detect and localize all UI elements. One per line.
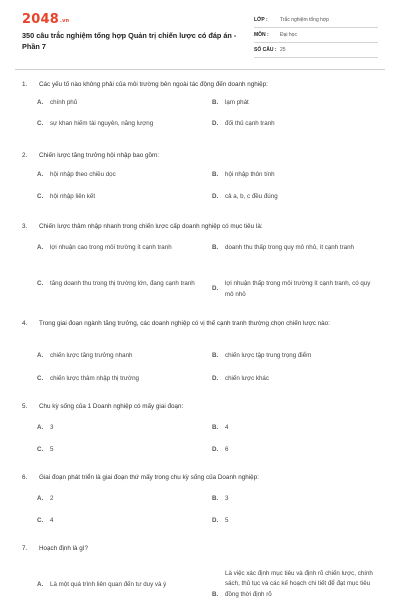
page-title: 350 câu trắc nghiệm tổng hợp Quản trị chiến lược có đáp án - Phần 7 [22,31,237,51]
option-text: chiến lược tập trung trọng điểm [225,352,312,359]
option-c[interactable] [37,119,197,130]
option-letter: B. [212,424,219,431]
option-text: chiến lược khác [225,375,269,382]
option-letter: A. [37,171,44,178]
option-a[interactable] [37,494,197,505]
option-b[interactable] [212,564,377,600]
option-text: hội nhập theo chiều dọc [50,171,116,178]
question-number: 2. [22,152,28,159]
option-d[interactable] [212,119,377,130]
option-text: hội nhập liên kết [50,193,96,200]
site-logo[interactable] [22,12,69,27]
option-b[interactable] [212,98,377,109]
meta-value: 25 [280,47,286,53]
option-letter: D. [212,285,219,293]
option-text: đối thủ cạnh tranh [225,120,275,127]
question-stem: Chiến lược thâm nhập nhanh trong chiến lược cấp doanh nghiệp có mục tiêu là: [39,223,263,230]
question-text [22,151,382,162]
option-letter: A. [37,424,44,431]
meta-label: LỚP : [254,17,268,23]
option-c[interactable] [37,374,197,385]
question-text [22,80,382,91]
option-text: 5 [225,517,229,524]
option-text: chiến lược thâm nhập thị trường [50,375,139,382]
option-letter: B. [212,590,219,598]
option-text: cả a, b, c đều đúng [225,193,278,200]
question-stem: Chu kỳ sống của 1 Doanh nghiệp có mấy giai đoạn: [39,403,184,410]
option-letter: B. [212,352,219,359]
option-text: tăng doanh thu trong thị trường lớn, đang cạnh tranh [50,280,195,287]
option-d[interactable] [212,516,377,527]
option-letter: B. [212,244,219,251]
option-a[interactable] [37,580,197,591]
option-text: Là việc xác định mục tiêu và định rõ chiến lược, chính sách, thủ tục và các kế hoạch chi tiết để đạt mục tiêu đồng thời định rõ [225,569,373,598]
question-number: 3. [22,223,28,230]
option-letter: A. [37,581,44,588]
option-text: 5 [50,446,54,453]
question-stem: Trong giai đoạn ngành tăng trưởng, các doanh nghiệp có vị thế cạnh tranh thường chọn chiến lược nào: [39,320,330,327]
question-item [22,544,382,598]
question-text [22,544,382,555]
option-text: lợi nhuận cao trong môi trường ít cạnh tranh [50,244,172,251]
question-text [22,319,382,330]
option-a[interactable] [37,423,197,434]
option-letter: C. [37,193,44,200]
question-item [22,151,382,200]
question-item [22,473,382,524]
option-text: lợi nhuận thấp trong môi trường ít cạnh tranh, có quy mô nhỏ [225,280,371,298]
option-text: chính phủ [50,99,78,106]
option-letter: D. [212,446,219,453]
meta-value[interactable]: Đại học [280,32,297,38]
question-text [22,222,382,233]
option-a[interactable] [37,351,197,362]
question-text [22,473,382,484]
logo-text: 2048 [22,12,59,27]
meta-label: SỐ CÂU : [254,47,277,53]
meta-row-subject [254,28,378,43]
question-item [22,222,382,298]
option-text: 2 [50,495,54,502]
meta-value[interactable]: Trắc nghiệm tổng hợp [280,17,329,23]
question-item [22,402,382,453]
header-divider [15,69,385,70]
option-d[interactable] [212,279,377,300]
option-letter: D. [212,193,219,200]
question-item [22,80,382,127]
option-b[interactable] [212,170,377,181]
option-letter: C. [37,120,44,127]
option-a[interactable] [37,98,197,109]
option-letter: D. [212,120,219,127]
option-letter: D. [212,517,219,524]
question-stem: Giai đoạn phát triển là giai đoạn thứ mấy trong chu kỳ sống của Doanh nghiệp: [39,474,259,481]
option-b[interactable] [212,494,377,505]
option-letter: C. [37,446,44,453]
option-letter: A. [37,244,44,251]
option-c[interactable] [37,516,197,527]
option-a[interactable] [37,243,197,254]
option-text: 6 [225,446,229,453]
option-text: chiến lược tăng trưởng nhanh [50,352,133,359]
meta-label: MÔN : [254,32,269,38]
question-text [22,402,382,413]
option-letter: B. [212,495,219,502]
option-letter: A. [37,99,44,106]
meta-panel [254,13,378,58]
option-text: doanh thu thấp trong quy mô nhỏ, ít cạnh tranh [225,244,354,251]
option-b[interactable] [212,351,377,362]
option-d[interactable] [212,374,377,385]
option-text: sự khan hiếm tài nguyên, năng lượng [50,120,154,127]
option-text: 4 [50,517,54,524]
option-letter: C. [37,375,44,382]
question-number: 4. [22,320,28,327]
document-header [0,0,400,70]
option-letter: A. [37,495,44,502]
question-stem: Hoạch định là gì? [39,545,89,552]
option-letter: D. [212,375,219,382]
option-c[interactable] [37,445,197,456]
option-text: 4 [225,424,229,431]
question-number: 6. [22,474,28,481]
option-b[interactable] [212,243,377,254]
option-letter: B. [212,99,219,106]
option-text: 3 [225,495,229,502]
option-b[interactable] [212,423,377,434]
question-item [22,319,382,382]
option-d[interactable] [212,192,377,203]
question-number: 1. [22,81,28,88]
option-letter: A. [37,352,44,359]
question-number: 7. [22,545,28,552]
option-text: hội nhập thôn tính [225,171,275,178]
option-letter: B. [212,171,219,178]
option-d[interactable] [212,445,377,456]
option-letter: C. [37,280,44,287]
logo-tld: .vn [59,18,70,24]
option-c[interactable] [37,192,197,203]
question-stem: Các yếu tố nào không phải của môi trường bên ngoài tác động đến doanh nghiệp: [39,81,268,88]
question-number: 5. [22,403,28,410]
option-text: lạm phát [225,99,249,106]
option-text: Là một quá trình liên quan đến tư duy và ý [50,581,167,588]
option-letter: C. [37,517,44,524]
meta-row-count [254,43,378,58]
option-a[interactable] [37,170,197,181]
option-c[interactable] [37,279,197,290]
option-text: 3 [50,424,54,431]
question-stem: Chiến lược tăng trưởng hội nhập bao gồm: [39,152,159,159]
meta-row-class [254,13,378,28]
